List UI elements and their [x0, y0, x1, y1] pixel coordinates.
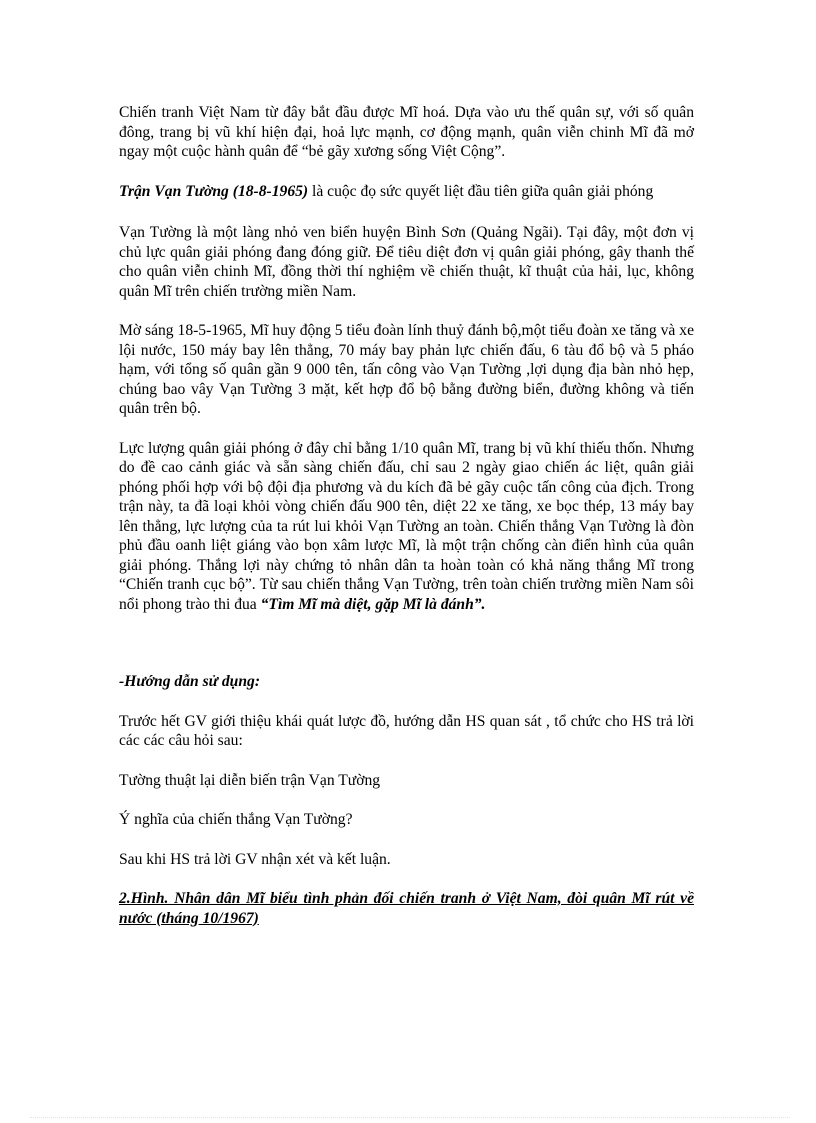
- paragraph-result: [119, 439, 694, 615]
- paragraph-conclusion: Sau khi HS trả lời GV nhận xét và kết luận.: [119, 850, 391, 868]
- paragraph-battle: [119, 182, 694, 202]
- battle-title: Trận Vạn Tường (18-8-1965): [119, 182, 309, 200]
- paragraph-intro: Chiến tranh Việt Nam từ đây bắt đầu được Mĩ hoá. Dựa vào ưu thế quân sự, với số quân đông, trang bị vũ khí hiện đại, hoả lực mạnh, cơ động mạnh, quân viễn chinh Mĩ đã mở ngay một cuộc hành quân để “bẻ gãy xương sống Việt Cộng”.: [119, 104, 694, 160]
- document-body: [119, 100, 694, 928]
- figure-heading: 2.Hình. Nhân dân Mĩ biểu tình phản đối chiến tranh ở Việt Nam, đòi quân Mĩ rút về nước (tháng 10/1967): [119, 890, 694, 927]
- paragraph-location: Vạn Tường là một làng nhỏ ven biển huyện Bình Sơn (Quảng Ngãi). Tại đây, một đơn vị chủ lực quân giải phóng đang đóng giữ. Để tiêu diệt đơn vị quân giải phóng, gây thanh thế cho quân viễn chinh Mĩ, đồng thời thí nghiệm về chiến thuật, kĩ thuật của hải, lục, không quân Mĩ trên chiến trường miền Nam.: [119, 224, 694, 300]
- page-bottom-divider: [30, 1117, 790, 1118]
- guide-heading: -Hướng dẫn sử dụng:: [119, 673, 261, 690]
- question-1: Tường thuật lại diễn biến trận Vạn Tường: [119, 771, 381, 789]
- question-2: Ý nghĩa của chiến thắng Vạn Tường?: [119, 811, 353, 828]
- paragraph-guide-intro: Trước hết GV giới thiệu khái quát lược đồ, hướng dẫn HS quan sát , tổ chức cho HS trả lời các các câu hỏi sau:: [119, 712, 694, 749]
- battle-description: là cuộc đọ sức quyết liệt đầu tiên giữa quân giải phóng: [308, 182, 654, 200]
- result-slogan: “Tìm Mĩ mà diệt, gặp Mĩ là đánh”.: [260, 595, 486, 613]
- paragraph-attack: Mờ sáng 18-5-1965, Mĩ huy động 5 tiểu đoàn lính thuỷ đánh bộ,một tiểu đoàn xe tăng và xe lội nước, 150 máy bay lên thẳng, 70 máy bay phản lực chiến đấu, 6 tàu đổ bộ và 5 pháo hạm, với tổng số quân gần 9 000 tên, tấn công vào Vạn Tường ,lợi dụng địa bàn nhỏ hẹp, chúng bao vây Vạn Tường 3 mặt, kết hợp đổ bộ bằng đường biển, đường không và tiến quân trên bộ.: [119, 322, 694, 417]
- result-text: Lực lượng quân giải phóng ở đây chỉ bằng 1/10 quân Mĩ, trang bị vũ khí thiếu thốn. Nhưng do đề cao cảnh giác và sẵn sàng chiến đấu, chỉ sau 2 ngày giao chiến ác liệt, quân giải phóng phối hợp với bộ đội địa phương và du kích đã bẻ gãy cuộc tấn công của địch. Trong trận này, ta đã loại khỏi vòng chiến đấu 900 tên, diệt 22 xe tăng, xe bọc thép, 13 máy bay lên thẳng, lực lượng của ta rút lui khỏi Vạn Tường an toàn. Chiến thắng Vạn Tường là đòn phủ đầu oanh liệt giáng vào bọn xâm lược Mĩ, là một trận chống càn điển hình của quân giải phóng. Thắng lợi này chứng tỏ nhân dân ta hoàn toàn có khả năng thắng Mĩ trong “Chiến tranh cục bộ”. Từ sau chiến thắng Vạn Tường, trên toàn chiến trường miền Nam sôi nổi phong trào thi đua: [119, 439, 694, 613]
